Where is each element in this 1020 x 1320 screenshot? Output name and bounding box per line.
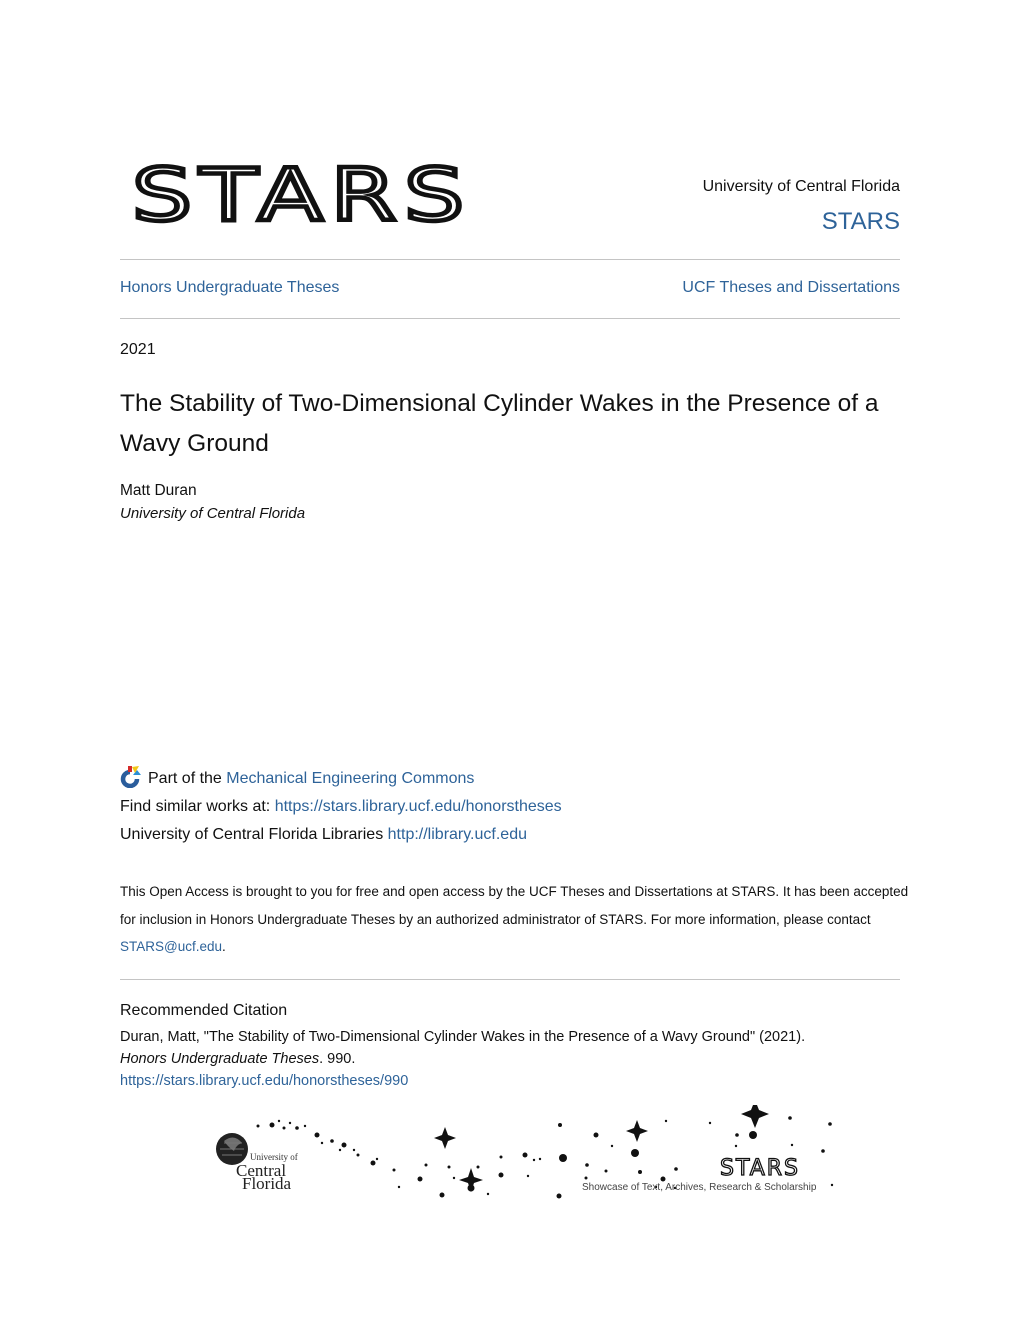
svg-text:University of: University of — [250, 1152, 298, 1162]
citation-url-link[interactable]: https://stars.library.ucf.edu/honorstheses/990 — [120, 1073, 409, 1089]
citation-line: Duran, Matt, "The Stability of Two-Dimensional Cylinder Wakes in the Presence of a Wavy Ground" (2021). — [120, 1029, 806, 1045]
svg-text:Showcase of Text, Archives, Re: Showcase of Text, Archives, Research & Scholarship — [582, 1182, 817, 1193]
bepress-commons-icon — [120, 766, 144, 788]
ucf-stars-footer-logo — [210, 1105, 840, 1205]
open-access-notice — [120, 878, 910, 961]
institution-name: University of Central Florida — [702, 178, 900, 195]
stars-logo-icon — [132, 158, 477, 238]
svg-text:Central: Central — [236, 1161, 287, 1180]
library-row — [120, 821, 562, 849]
contact-email-link[interactable]: STARS@ucf.edu — [120, 939, 222, 954]
similar-prefix: Find similar works at: — [120, 798, 271, 815]
institution-block — [703, 177, 900, 237]
sparkle-icons — [434, 1105, 769, 1192]
similar-works-row — [120, 793, 562, 821]
honors-theses-link[interactable]: Honors Undergraduate Theses — [120, 279, 340, 296]
citation-number: . 990. — [319, 1051, 356, 1067]
divider — [120, 979, 900, 980]
divider — [120, 259, 900, 260]
stars-repository-link[interactable]: STARS — [821, 208, 900, 235]
ucf-theses-dissertations-link[interactable]: UCF Theses and Dissertations — [682, 279, 900, 296]
library-prefix: University of Central Florida Libraries — [120, 826, 384, 843]
citation-series-line — [120, 1048, 910, 1070]
svg-text:STARS: STARS — [720, 1156, 800, 1181]
citation-heading: Recommended Citation — [120, 1002, 288, 1019]
citation-series: Honors Undergraduate Theses — [120, 1051, 320, 1067]
citation-body — [120, 1026, 910, 1092]
similar-works-link[interactable]: https://stars.library.ucf.edu/honorstheses — [274, 798, 562, 815]
stars-logo — [132, 158, 477, 238]
part-of-row — [120, 765, 562, 793]
svg-text:Florida: Florida — [242, 1174, 292, 1193]
divider — [120, 318, 900, 319]
document-title: The Stability of Two-Dimensional Cylinder Wakes in the Presence of a Wavy Ground — [120, 390, 879, 457]
ucf-stars-banner-icon — [210, 1105, 840, 1205]
author-affiliation: University of Central Florida — [120, 505, 306, 522]
access-text: This Open Access is brought to you for free and open access by the UCF Theses and Dissertations at STARS. It has been accepted for inclusion in Honors Undergraduate Theses by an authorized administrator of STARS. For more information, please contact — [120, 884, 909, 927]
library-link[interactable]: http://library.ucf.edu — [387, 826, 527, 843]
related-links — [120, 765, 562, 849]
mechanical-engineering-commons-link[interactable]: Mechanical Engineering Commons — [226, 770, 475, 787]
series-links — [120, 279, 900, 297]
publication-year: 2021 — [120, 341, 156, 358]
svg-text:STARS: STARS — [132, 158, 472, 237]
part-of-prefix: Part of the — [148, 770, 222, 787]
access-text-end: . — [222, 939, 226, 954]
author-name: Matt Duran — [120, 482, 197, 499]
